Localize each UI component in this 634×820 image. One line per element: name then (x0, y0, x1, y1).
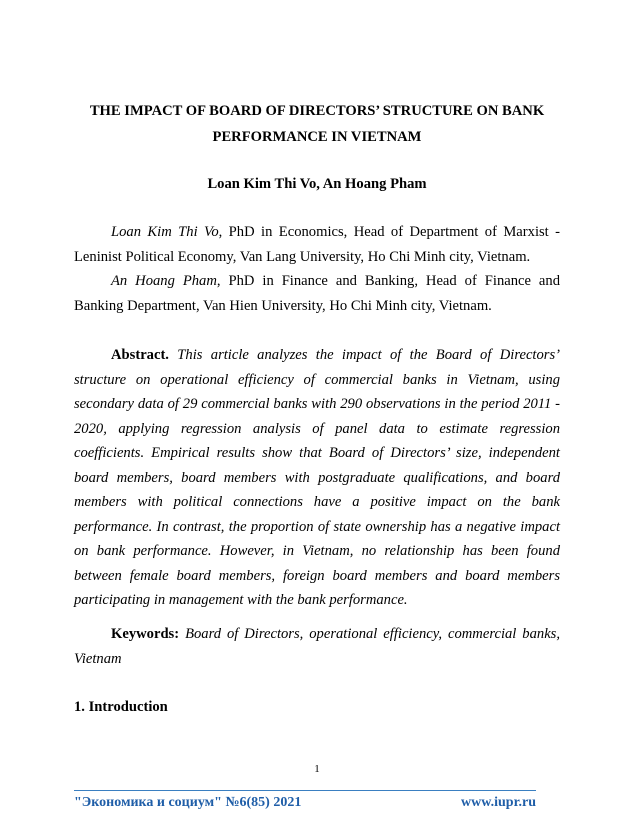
abstract (74, 343, 560, 613)
affiliation-text-2: , PhD in Finance and Banking, Head of Finance and Banking Department, Van Hien University, Ho Chi Minh city, Vietnam. (74, 273, 560, 314)
author-name-2: An Hoang Pham (111, 273, 217, 289)
paper-authors: Loan Kim Thi Vo, An Hoang Pham (207, 176, 427, 192)
author-affiliation-1 (74, 220, 560, 269)
section-heading-introduction: 1. Introduction (74, 699, 168, 715)
paper-title: THE IMPACT OF BOARD OF DIRECTORS’ STRUCTURE ON BANK PERFORMANCE IN VIETNAM (89, 103, 545, 145)
footer-divider (74, 790, 536, 791)
abstract-label: Abstract. (111, 347, 169, 363)
footer-website-link[interactable]: www.iupr.ru (461, 795, 536, 810)
keywords-text: Board of Directors, operational efficiency, commercial banks, Vietnam (74, 626, 560, 667)
affiliation-text-1: , PhD in Economics, Head of Department of Marxist - Leninist Political Economy, Van Lang University, Ho Chi Minh city, Vietnam. (74, 224, 560, 265)
author-name-1: Loan Kim Thi Vo (111, 224, 219, 240)
author-affiliation-2 (74, 269, 560, 318)
keywords (74, 622, 560, 671)
footer-journal: "Экономика и социум" №6(85) 2021 (74, 795, 302, 810)
keywords-label: Keywords: (111, 626, 180, 642)
abstract-text: This article analyzes the impact of the Board of Directors’ structure on operational efficiency of commercial banks in Vietnam, using secondary data of 29 commercial banks with 290 observations in the period 2011 - 2020, applying regression analysis of panel data to estimate regression coefficients. Empirical results show that Board of Directors’ size, independent board members, board members with postgraduate qualifications, and board members with political connections have a positive impact on the bank performance. In contrast, the proportion of state ownership has a negative impact on bank performance. However, in Vietnam, no relationship has been found between female board members, foreign board members and board members participating in management with the bank performance. (74, 347, 560, 608)
page-number: 1 (314, 763, 320, 775)
